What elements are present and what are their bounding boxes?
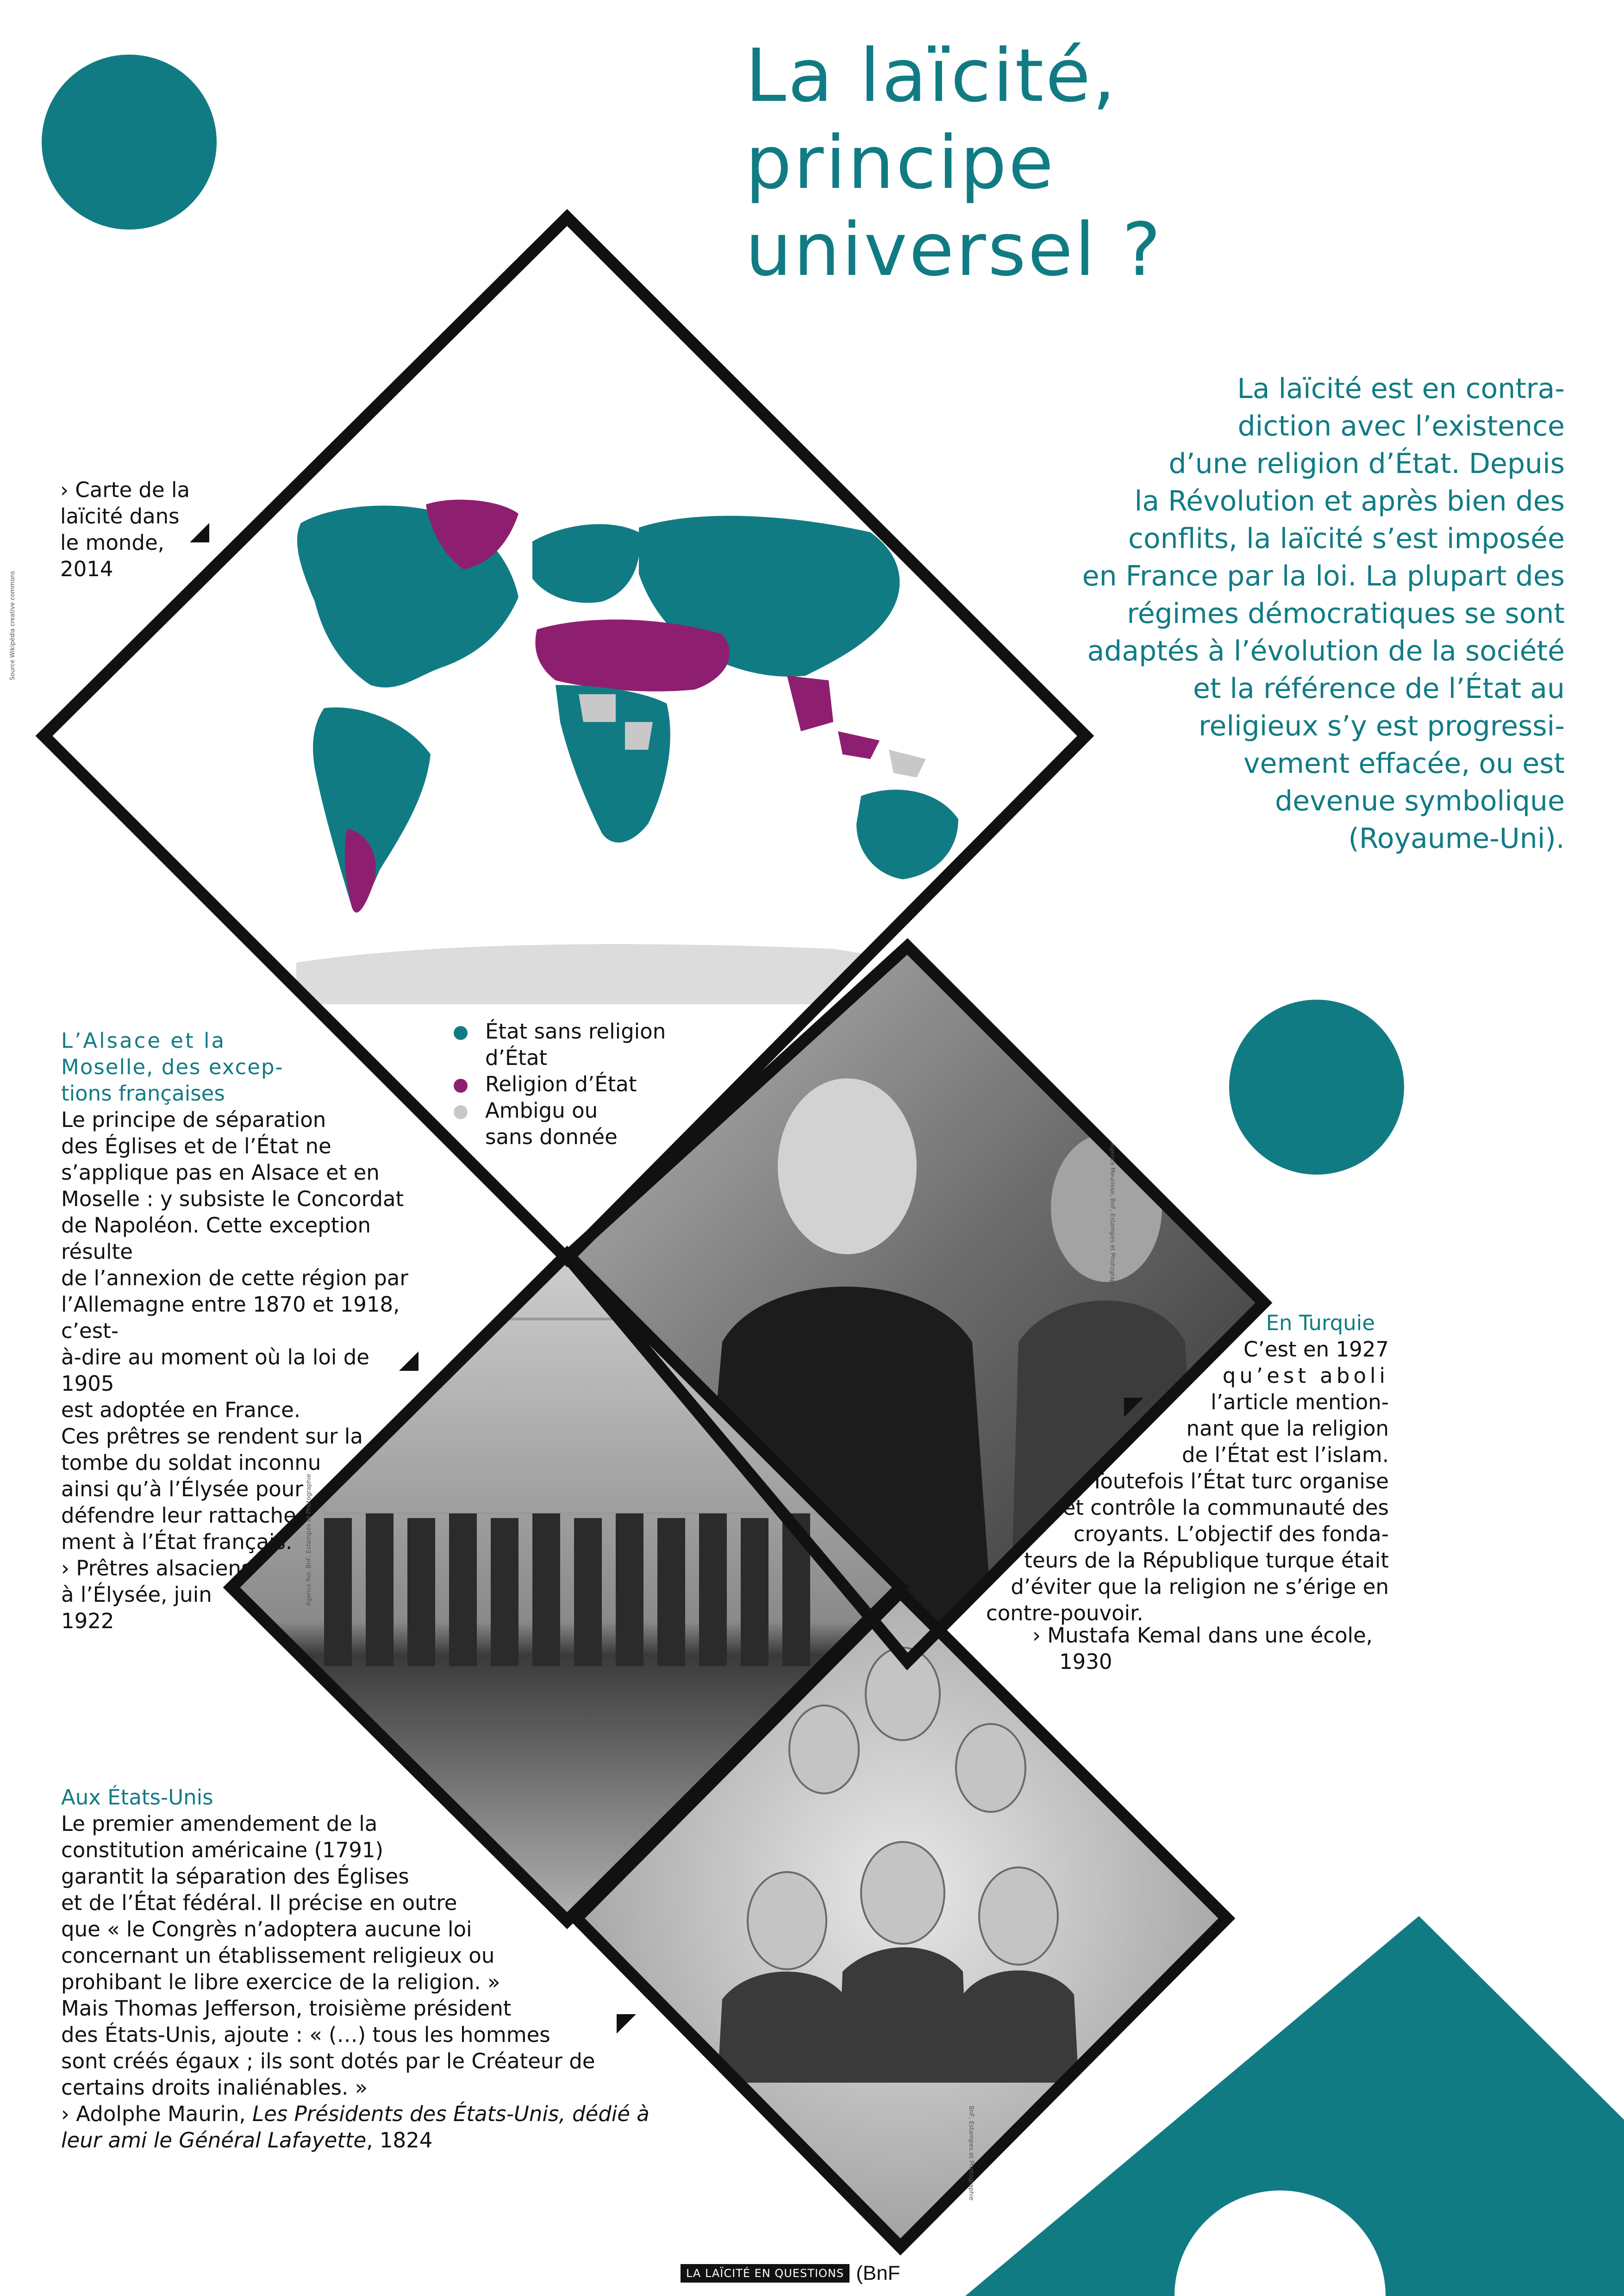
- map-caption-line: 2014: [60, 557, 113, 581]
- usa-caption-prefix: › Adolphe Maurin,: [61, 2102, 253, 2126]
- series-label: LA LAÏCITÉ EN QUESTIONS: [681, 2264, 849, 2283]
- usa-heading: Aux États-Unis: [61, 1785, 213, 1810]
- intro-line: d’une religion d’État. Depuis: [1168, 448, 1565, 480]
- legend-item-ambiguous-cont: [454, 1124, 731, 1150]
- legend-label: État sans religion: [485, 1019, 666, 1044]
- turkey-body-line: l’article mention-: [1211, 1390, 1389, 1414]
- legend-label: Ambigu ou: [485, 1098, 598, 1123]
- alsace-heading: tions françaises: [61, 1081, 225, 1106]
- legend-item-secular-cont: [454, 1045, 731, 1071]
- legend-item-state-religion: [454, 1071, 731, 1097]
- map-caption-line: › Carte de la: [60, 478, 190, 502]
- usa-body-line: Mais Thomas Jefferson, troisième président: [61, 1996, 512, 2021]
- alsace-body-line: est adoptée en France.: [61, 1398, 301, 1422]
- usa-body-line: que « le Congrès n’adoptera aucune loi: [61, 1917, 472, 1941]
- alsace-body-line: ainsi qu’à l’Élysée pour: [61, 1477, 303, 1501]
- caption-pointer-icon: [617, 2014, 636, 2034]
- caption-pointer-icon: [190, 523, 209, 542]
- legend-dot-grey-icon: [454, 1105, 468, 1119]
- legend-label: d’État: [485, 1045, 548, 1070]
- alsace-body-line: de Napoléon. Cette exception résulte: [61, 1213, 371, 1264]
- alsace-body-line: à-dire au moment où la loi de 1905: [61, 1345, 369, 1396]
- legend-item-ambiguous: [454, 1097, 731, 1124]
- intro-line: et la référence de l’État au: [1193, 672, 1565, 705]
- usa-body-line: prohibant le libre exercice de la religion. »: [61, 1970, 500, 1994]
- intro-line: conflits, la laïcité s’est imposée: [1128, 523, 1565, 555]
- map-caption-line: le monde,: [60, 530, 164, 555]
- caption-pointer-icon: [399, 1351, 418, 1371]
- alsace-heading: L’Alsace et la: [61, 1028, 226, 1053]
- intro-line: La laïcité est en contra-: [1237, 373, 1565, 405]
- bnf-logo: (BnF: [856, 2262, 900, 2284]
- legend-label: Religion d’État: [485, 1072, 637, 1096]
- alsace-caption-line: à l’Élysée, juin: [61, 1582, 212, 1607]
- bnf-logo-text: BnF: [862, 2262, 900, 2284]
- usa-caption: [61, 2101, 709, 2127]
- alsace-body-line: tombe du soldat inconnu: [61, 1450, 321, 1475]
- usa-body-line: et de l’État fédéral. Il précise en outre: [61, 1891, 457, 1915]
- usa-body-line: Le premier amendement de la: [61, 1811, 378, 1836]
- usa-body-line: des États-Unis, ajoute : « (…) tous les hommes: [61, 2022, 550, 2047]
- usa-caption-cont: [61, 2127, 709, 2153]
- priests-credit: Agence Rol, BnF, Estampes et Photographie: [306, 1474, 312, 1606]
- usa-body-line: sont créés égaux ; ils sont dotés par le Créateur de: [61, 2049, 595, 2073]
- turkey-body-line: contre-pouvoir.: [986, 1601, 1143, 1625]
- map-credit: Source Wikipédia creative commons: [9, 571, 16, 680]
- turkey-caption: [1032, 1622, 1403, 1675]
- map-legend: [454, 1018, 731, 1150]
- usa-section: [61, 1784, 709, 2153]
- turkey-body-line: d’éviter que la religion ne s’érige en: [1011, 1574, 1389, 1599]
- usa-caption-title: leur ami le Général Lafayette: [61, 2128, 367, 2153]
- kemal-credit: Agence Meurisse, BnF, Estampes et Photographie: [1109, 1143, 1116, 1293]
- caption-pointer-icon: [1124, 1398, 1143, 1417]
- usa-body-line: garantit la séparation des Églises: [61, 1864, 409, 1889]
- intro-line: devenue symbolique: [1275, 785, 1565, 817]
- alsace-body-line: ment à l’État français.: [61, 1530, 293, 1554]
- legend-dot-purple-icon: [454, 1079, 468, 1093]
- title-line-1: La laïcité,: [745, 33, 1118, 118]
- alsace-body-line: l’Allemagne entre 1870 et 1918, c’est-: [61, 1292, 400, 1343]
- turkey-section: [986, 1310, 1389, 1626]
- intro-line: diction avec l’existence: [1237, 410, 1565, 442]
- turkey-body-line: croyants. L’objectif des fonda-: [1073, 1522, 1389, 1546]
- title-line-3: universel ?: [745, 207, 1163, 292]
- intro-line: vement effacée, ou est: [1243, 747, 1565, 780]
- usa-caption-date: , 1824: [366, 2128, 433, 2153]
- intro-line: (Royaume-Uni).: [1348, 822, 1565, 855]
- legend-item-secular: [454, 1018, 731, 1045]
- map-caption-line: laïcité dans: [60, 504, 180, 529]
- turkey-caption-line: 1930: [1059, 1649, 1112, 1674]
- usa-body-line: concernant un établissement religieux ou: [61, 1943, 495, 1968]
- alsace-body-line: des Églises et de l’État ne: [61, 1134, 331, 1158]
- turkey-body-line: qu’est aboli: [1222, 1363, 1389, 1388]
- turkey-body-line: nant que la religion: [1186, 1416, 1389, 1441]
- alsace-section: [61, 1027, 422, 1634]
- intro-line: en France par la loi. La plupart des: [1082, 560, 1565, 592]
- alsace-body-line: Ces prêtres se rendent sur la: [61, 1424, 363, 1449]
- usa-body-line: constitution américaine (1791): [61, 1838, 384, 1862]
- intro-line: adaptés à l’évolution de la société: [1087, 635, 1565, 667]
- alsace-caption-line: 1922: [61, 1609, 114, 1633]
- turkey-heading: En Turquie: [1266, 1311, 1375, 1335]
- title-line-2: principe: [745, 120, 1056, 205]
- usa-caption-title: Les Présidents des États-Unis, dédié à: [252, 2102, 650, 2126]
- alsace-body-line: s’applique pas en Alsace et en: [61, 1160, 380, 1185]
- turkey-body-line: et contrôle la communauté des: [1062, 1495, 1389, 1520]
- turkey-body-line: C’est en 1927: [1243, 1337, 1389, 1362]
- alsace-caption-line: › Prêtres alsaciens: [61, 1556, 252, 1580]
- turkey-caption-line: › Mustafa Kemal dans une école,: [1032, 1623, 1373, 1648]
- presidents-credit: BnF, Estampes et Photographie: [968, 2106, 974, 2201]
- usa-body-line: certains droits inaliénables. »: [61, 2075, 368, 2100]
- alsace-body-line: de l’annexion de cette région par: [61, 1266, 408, 1290]
- legend-dot-teal-icon: [454, 1026, 468, 1040]
- intro-line: religieux s’y est progressi-: [1199, 710, 1565, 742]
- turkey-body-line: Toutefois l’État turc organise: [1091, 1469, 1389, 1493]
- legend-label: sans donnée: [485, 1125, 618, 1149]
- turkey-body-line: teurs de la République turque était: [1024, 1548, 1389, 1573]
- alsace-body-line: Moselle : y subsiste le Concordat: [61, 1187, 404, 1211]
- intro-line: la Révolution et après bien des: [1134, 485, 1565, 517]
- alsace-body-line: Le principe de séparation: [61, 1108, 326, 1132]
- alsace-heading: Moselle, des excep-: [61, 1055, 284, 1079]
- alsace-body-line: défendre leur rattache-: [61, 1503, 304, 1528]
- turkey-body-line: de l’État est l’islam.: [1181, 1443, 1389, 1467]
- footer: [681, 2262, 900, 2284]
- intro-line: régimes démocratiques se sont: [1127, 597, 1565, 630]
